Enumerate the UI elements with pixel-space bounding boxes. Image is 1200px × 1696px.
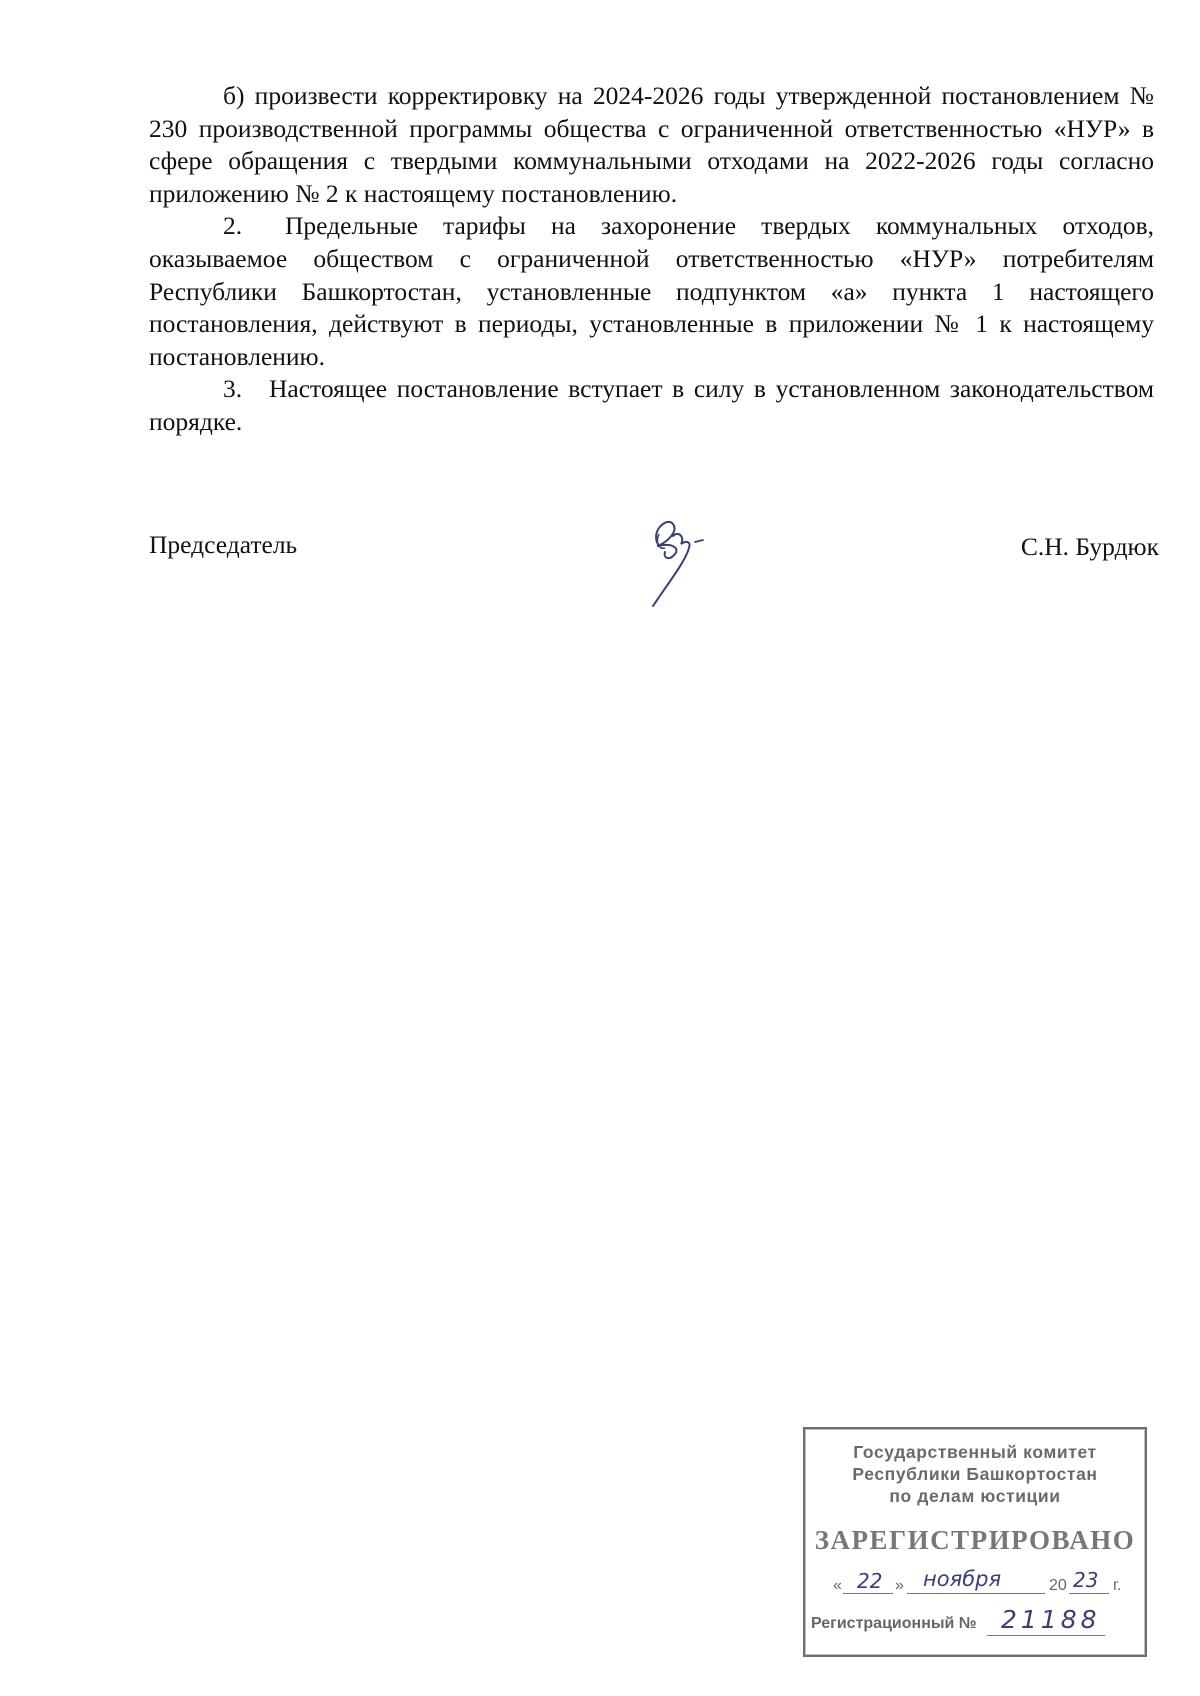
- paragraph-2: [149, 210, 1154, 373]
- paragraph-1b: б) произвести корректировку на 2024-2026 годы утвержденной постановлением № 230 производственной программы общества с ограниченной ответственностью «НУР» в сфере обращения с твердыми коммунальными отходами на 2022-2026 годы согласно приложению № 2 к настоящему постановлению.: [149, 81, 1154, 208]
- reg-number-label: Регистрационный №: [811, 1615, 977, 1632]
- document-body: [149, 80, 1154, 439]
- date-month: ноября: [923, 1567, 1002, 1591]
- date-quote-close: »: [895, 1577, 904, 1594]
- stamp-organization: [805, 1441, 1145, 1507]
- stamp-org-line-1: Государственный комитет: [853, 1442, 1097, 1462]
- date-quote-open: «: [833, 1577, 842, 1594]
- reg-number-value: 21188: [1001, 1605, 1101, 1634]
- signatory-name: С.Н. Бурдюк: [1020, 532, 1159, 561]
- stamp-org-line-3: по делам юстиции: [889, 1486, 1061, 1506]
- paragraph-2-text: Предельные тарифы на захоронение твердых коммунальных отходов, оказываемое обществом с ограниченной ответственностью «НУР» потребителям Республики Башкортостан, установленные подпунктом «а» пункта 1 настоящего постановления, действуют в периоды, установленные в приложении № 1 к настоящему постановлению.: [149, 211, 1154, 371]
- signature-row: [149, 530, 1159, 610]
- paragraph-3: [149, 373, 1154, 438]
- date-year-prefix: 20: [1049, 1577, 1067, 1594]
- stamp-registration-number: [811, 1605, 1141, 1634]
- date-year-g: г.: [1113, 1577, 1122, 1594]
- stamp-date: [833, 1567, 1133, 1603]
- date-year-suffix: 23: [1073, 1568, 1099, 1592]
- stamp-registered-label: ЗАРЕГИСТРИРОВАНО: [814, 1525, 1136, 1555]
- stamp-org-line-2: Республики Башкортостан: [852, 1464, 1098, 1484]
- signatory-title: Председатель: [149, 530, 298, 559]
- paragraph-2-number: 2.: [223, 211, 243, 241]
- date-day: 22: [857, 1569, 883, 1593]
- registration-stamp: [803, 1427, 1147, 1657]
- handwritten-signature: [629, 502, 749, 612]
- paragraph-3-number: 3.: [223, 374, 243, 404]
- paragraph-3-text: Настоящее постановление вступает в силу в установленном законодательством порядке.: [149, 374, 1154, 436]
